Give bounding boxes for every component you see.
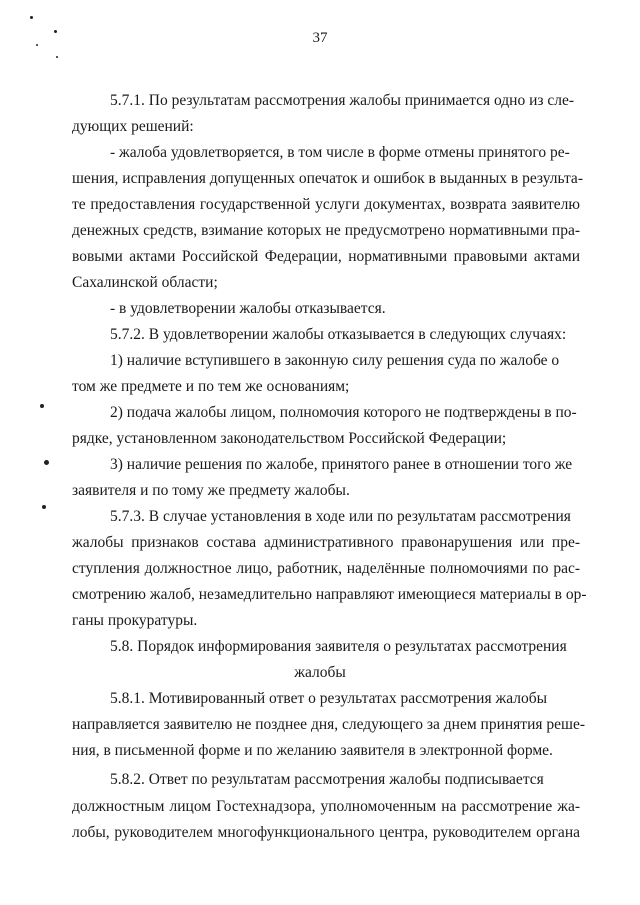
text-line: заявителя и по тому же предмету жалобы. — [72, 482, 350, 499]
text-line: том же предмете и по тем же основаниям; — [72, 378, 350, 395]
scan-speck — [30, 16, 33, 19]
scan-speck — [54, 30, 57, 33]
text-line: - жалоба удовлетворяется, в том числе в форме отмены принятого ре- — [110, 144, 570, 161]
page-number: 37 — [312, 30, 328, 46]
text-line: - в удовлетворении жалобы отказывается. — [110, 300, 386, 317]
text-line: денежных средств, взимание которых не предусмотрено нормативными пра- — [72, 222, 580, 239]
scan-speck — [44, 460, 49, 465]
scan-speck — [42, 505, 46, 509]
text-line: Сахалинской области; — [72, 274, 218, 291]
text-line: 1) наличие вступившего в законную силу решения суда по жалобе о — [110, 352, 560, 369]
scan-speck — [40, 404, 44, 408]
text-line: вовыми актами Российской Федерации, нормативными правовыми актами — [72, 248, 580, 265]
scan-speck — [56, 56, 58, 58]
text-line: 5.7.1. По результатам рассмотрения жалобы принимается одно из сле- — [110, 92, 575, 109]
text-line: 5.8.1. Мотивированный ответ о результатах рассмотрения жалобы — [110, 690, 547, 707]
text-line: 5.7.2. В удовлетворении жалобы отказывается в следующих случаях: — [110, 326, 567, 343]
text-line: ступления должностное лицо, работник, наделённые полномочиями по рас- — [72, 560, 580, 577]
text-line: жалобы — [294, 664, 346, 681]
text-line: 5.7.3. В случае установления в ходе или по результатам рассмотрения — [110, 508, 571, 525]
text-line: ганы прокуратуры. — [72, 612, 198, 629]
text-line: смотрению жалоб, незамедлительно направляют имеющиеся материалы в ор- — [72, 586, 587, 603]
text-line: должностным лицом Гостехнадзора, уполномоченным на рассмотрение жа- — [72, 798, 580, 815]
text-line: 3) наличие решения по жалобе, принятого ранее в отношении того же — [110, 456, 573, 473]
text-line: 2) подача жалобы лицом, полномочия которого не подтверждены в по- — [110, 404, 577, 421]
text-line: шения, исправления допущенных опечаток и ошибок в выданных в результа- — [72, 170, 583, 187]
scan-speck — [36, 44, 38, 46]
text-line: дующих решений: — [72, 118, 194, 135]
text-line: 5.8.2. Ответ по результатам рассмотрения жалобы подписывается — [110, 771, 544, 788]
text-line: ния, в письменной форме и по желанию заявителя в электронной форме. — [72, 742, 553, 759]
text-line: рядке, установленном законодательством Российской Федерации; — [72, 430, 507, 447]
text-line: 5.8. Порядок информирования заявителя о результатах рассмотрения — [110, 638, 567, 655]
text-line: жалобы признаков состава административного правонарушения или пре- — [72, 534, 580, 551]
text-line: те предоставления государственной услуги документах, возврата заявителю — [72, 196, 580, 213]
text-line: направляется заявителю не позднее дня, следующего за днем принятия реше- — [72, 716, 585, 733]
text-line: лобы, руководителем многофункционального центра, руководителем органа — [72, 824, 580, 841]
